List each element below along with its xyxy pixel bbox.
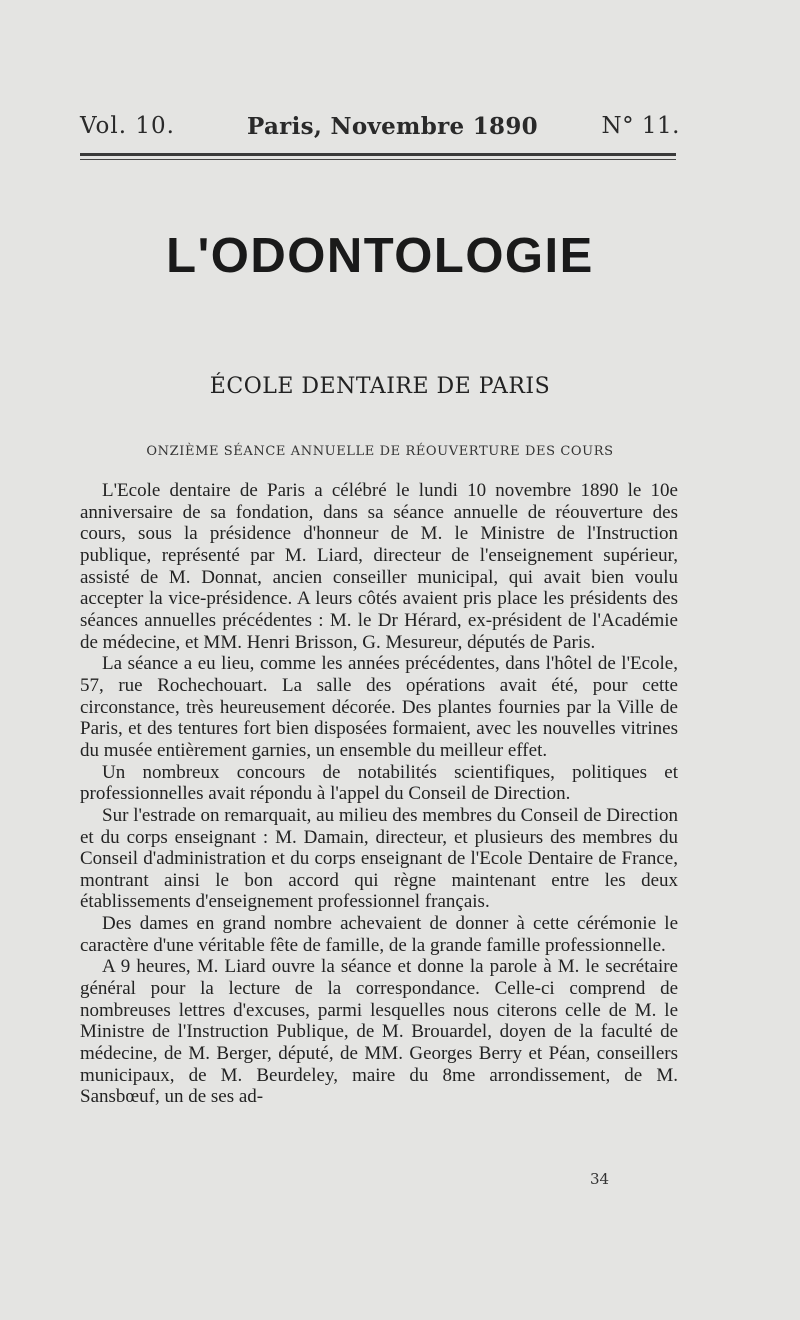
- journal-title: L'ODONTOLOGIE: [166, 229, 594, 283]
- paragraph: Des dames en grand nombre achevaient de donner à cette cérémonie le caractère d'une véritable fête de famille, de la grande famille professionnelle.: [80, 913, 678, 956]
- paragraph: A 9 heures, M. Liard ouvre la séance et donne la parole à M. le secrétaire général pour la lecture de la correspondance. Celle-ci comprend de nombreuses lettres d'excuses, parmi lesquelles nous citerons celle de M. le Ministre de l'Instruction Publique, de M. Brouardel, doyen de la faculté de médecine, de M. Berger, député, de MM. Georges Berry et Péan, conseillers municipaux, de M. Beurdeley, maire du 8me arrondissement, de M. Sansbœuf, un de ses ad-: [80, 956, 678, 1108]
- page-number: 34: [590, 1170, 610, 1188]
- section-heading: ONZIÈME SÉANCE ANNUELLE DE RÉOUVERTURE DES COURS: [146, 444, 614, 459]
- rule-thin-line: [80, 159, 676, 160]
- paragraph: Sur l'estrade on remarquait, au milieu des membres du Conseil de Direction et du corps enseignant : M. Damain, directeur, et plusieurs des membres du Conseil d'administration et du corps enseignant de l'Ecole Dentaire de France, montrant ainsi le bon accord qui règne maintenant entre les deux établissements d'enseignement professionnel français.: [80, 804, 678, 913]
- school-subtitle: ÉCOLE DENTAIRE DE PARIS: [209, 374, 551, 399]
- article-body: [80, 480, 678, 1108]
- paragraph: La séance a eu lieu, comme les années précédentes, dans l'hôtel de l'Ecole, 57, rue Rochechouart. La salle des opérations avait été, pour cette circonstance, très heureusement décorée. Des plantes fournies par la Ville de Paris, et des tentures fort bien disposées formaient, avec les nouvelles vitrines du musée entièrement garnies, un ensemble du meilleur effet.: [80, 653, 678, 761]
- issue-date: Paris, Novembre 1890: [247, 113, 538, 140]
- rule-thick-line: [80, 153, 676, 156]
- paragraph: Un nombreux concours de notabilités scientifiques, politiques et professionnelles avait répondu à l'appel du Conseil de Direction.: [80, 761, 678, 805]
- paragraph: L'Ecole dentaire de Paris a célébré le lundi 10 novembre 1890 le 10e anniversaire de sa fondation, dans sa séance annuelle de réouverture des cours, sous la présidence d'honneur de M. le Ministre de l'Instruction publique, représenté par M. Liard, directeur de l'enseignement supérieur, assisté de M. Donnat, ancien conseiller municipal, qui avait bien voulu accepter la vice-présidence. A leurs côtés avaient pris place les présidents des séances annuelles précédentes : M. le Dr Hérard, ex-président de l'Académie de médecine, et MM. Henri Brisson, G. Mesureur, députés de Paris.: [80, 480, 678, 653]
- volume-label: Vol. 10.: [80, 113, 175, 139]
- issue-number: N° 11.: [601, 113, 680, 139]
- running-header: [80, 113, 680, 147]
